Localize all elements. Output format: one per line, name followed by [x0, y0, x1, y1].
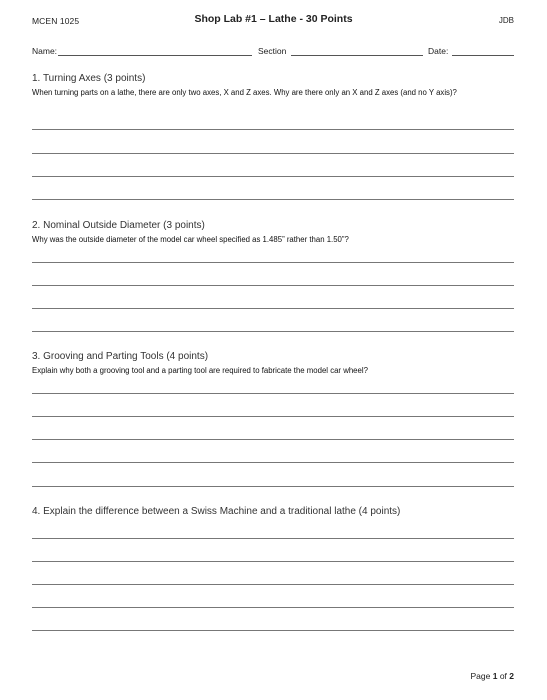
question-4-answer-line-4[interactable]	[32, 607, 514, 608]
date-field[interactable]	[452, 55, 514, 56]
page-prefix: Page	[470, 671, 493, 681]
name-field[interactable]	[58, 55, 252, 56]
question-2-answer-line-2[interactable]	[32, 285, 514, 286]
question-3-answer-line-3[interactable]	[32, 439, 514, 440]
question-2-text: Why was the outside diameter of the model car wheel specified as 1.485” rather than 1.50”?	[32, 235, 349, 244]
question-3-answer-line-5[interactable]	[32, 486, 514, 487]
question-3-answer-line-2[interactable]	[32, 416, 514, 417]
question-3-title: 3. Grooving and Parting Tools (4 points)	[32, 351, 209, 362]
question-4-answer-line-2[interactable]	[32, 561, 514, 562]
question-4-title: 4. Explain the difference between a Swiss Machine and a traditional lathe (4 points)	[32, 506, 401, 517]
question-1-answer-line-3[interactable]	[32, 176, 514, 177]
question-2-answer-line-3[interactable]	[32, 308, 514, 309]
question-4-answer-line-3[interactable]	[32, 584, 514, 585]
page-current: 1	[492, 671, 498, 681]
page-of: of	[497, 671, 510, 681]
question-1-answer-line-2[interactable]	[32, 153, 514, 154]
question-2-answer-line-4[interactable]	[32, 331, 514, 332]
section-field[interactable]	[291, 55, 423, 56]
question-1-text: When turning parts on a lathe, there are only two axes, X and Z axes. Why are there only an X and Z axes (and no Y axis)?	[32, 88, 457, 97]
question-1-title: 1. Turning Axes (3 points)	[32, 73, 146, 84]
course-code: MCEN 1025	[32, 16, 80, 26]
page-number	[471, 671, 515, 681]
question-3-answer-line-1[interactable]	[32, 393, 514, 394]
date-label: Date:	[428, 46, 449, 56]
question-1-answer-line-4[interactable]	[32, 199, 514, 200]
page-total: 2	[509, 671, 514, 681]
page-title: Shop Lab #1 – Lathe - 30 Points	[194, 13, 353, 25]
question-4-answer-line-1[interactable]	[32, 538, 514, 539]
name-label: Name:	[32, 46, 58, 56]
question-2-title: 2. Nominal Outside Diameter (3 points)	[32, 220, 205, 231]
question-3-answer-line-4[interactable]	[32, 462, 514, 463]
question-3-text: Explain why both a grooving tool and a parting tool are required to fabricate the model car wheel?	[32, 366, 368, 375]
question-2-answer-line-1[interactable]	[32, 262, 514, 263]
author-initials: JDB	[498, 16, 514, 25]
question-4-answer-line-5[interactable]	[32, 630, 514, 631]
question-1-answer-line-1[interactable]	[32, 129, 514, 130]
section-label: Section	[258, 46, 287, 56]
